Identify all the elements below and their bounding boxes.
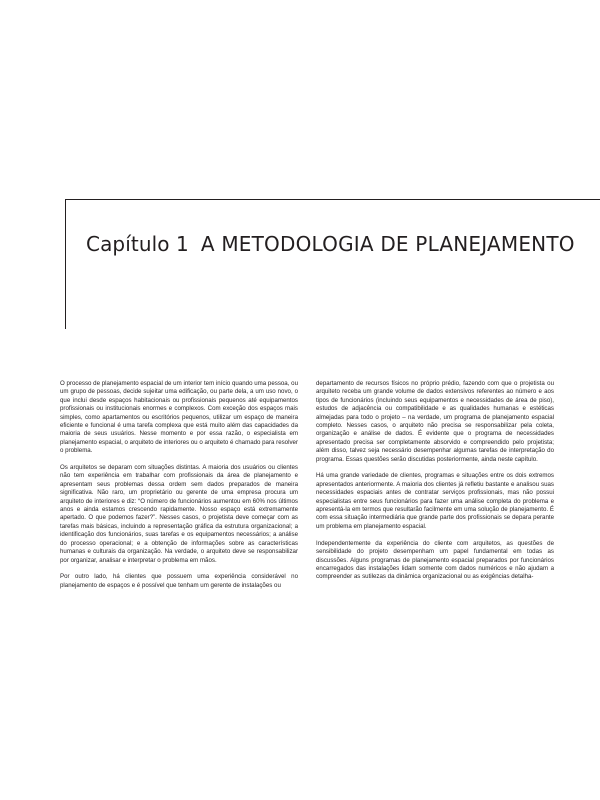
chapter-label: Capítulo 1 [86,232,189,256]
body-column-right [316,380,554,590]
chapter-title: A METODOLOGIA DE PLANEJAMENTO [200,232,575,256]
body-column-left [60,380,298,599]
chapter-header-frame [65,199,600,329]
paragraph: O processo de planejamento espacial de um interior tem início quando uma pessoa, ou um grupo de pessoas, decide sujeitar uma edificação, ou parte dela, a um uso novo, o que inclui desde espaços habitacionais ou profissionais pequenos até equipamentos profissionais ou institucionais enormes e complexos. Com exceção dos espaços mais simples, como apartamentos ou escritórios pequenos, utilizar um espaço de maneira eficiente e funcional é uma tarefa complexa que está muito além das capacidades da maioria de seus usuários. Nesse momento e por essa razão, o especialista em planejamento espacial, o arquiteto de interiores ou o arquiteto é chamado para resolver o problema. [60,380,298,455]
paragraph: Há uma grande variedade de clientes, programas e situações entre os dois extremos apresentados anteriormente. A maioria dos clientes já refletiu bastante e analisou suas necessidades espaciais antes de contratar serviços profissionais, mas não possui especialistas entre seus funcionários para fazer uma análise completa do problema e apresentá-la em termos que resultarão facilmente em uma solução de planejamento. É com essa situação intermediária que grande parte dos profissionais se depara perante um problema em planejamento espacial. [316,472,554,530]
paragraph: Independentemente da experiência do cliente com arquitetos, as questões de sensibilidade do projeto desempenham um papel fundamental em todas as discussões. Alguns programas de planejamento espacial preparados por funcionários encarregados das instalações lidam somente com dados numéricos e não ajudam a compreender as sutilezas da dinâmica organizacional ou as exigências detalha- [316,539,554,581]
paragraph: departamento de recursos físicos no próprio prédio, fazendo com que o projetista ou arquiteto receba um grande volume de dados extensivos referentes ao número e aos tipos de funcionários (incluindo seus equipamentos e necessidades de área de piso), estudos de adjacência ou compatibilidade e as qualidades humanas e estéticas almejadas para todo o projeto – na verdade, um programa de planejamento espacial completo. Nesses casos, o arquiteto não precisa se responsabilizar pela coleta, organização e análise de dados. É evidente que o programa de necessidades apresentado precisa ser completamente absorvido e compreendido pelo projetista; além disso, talvez seja necessário desempenhar algumas tarefas de interpretação do programa. Essas questões serão discutidas posteriormente, ainda neste capítulo. [316,380,554,463]
chapter-heading [86,232,575,256]
paragraph: Os arquitetos se deparam com situações distintas. A maioria dos usuários ou clientes não tem experiência em trabalhar com profissionais da área de planejamento e apresentam seus problemas dessa ordem sem dados preparados de maneira significativa. Não raro, um proprietário ou gerente de uma empresa procura um arquiteto de interiores e diz: “O número de funcionários aumentou em 60% nos últimos anos e ainda estamos crescendo rapidamente. Nosso espaço está extremamente apertado. O que podemos fazer?”. Nesses casos, o projetista deve começar com as tarefas mais básicas, incluindo a representação gráfica da estrutura organizacional; a identificação dos funcionários, suas tarefas e os equipamentos necessários; a análise do processo operacional; e a obtenção de informações sobre as características humanas e culturais da organização. Na verdade, o arquiteto deve se responsabilizar por organizar, analisar e interpretar o problema em mãos. [60,464,298,564]
paragraph: Por outro lado, há clientes que possuem uma experiência considerável no planejamento de espaços e é possível que tenham um gerente de instalações ou [60,573,298,589]
